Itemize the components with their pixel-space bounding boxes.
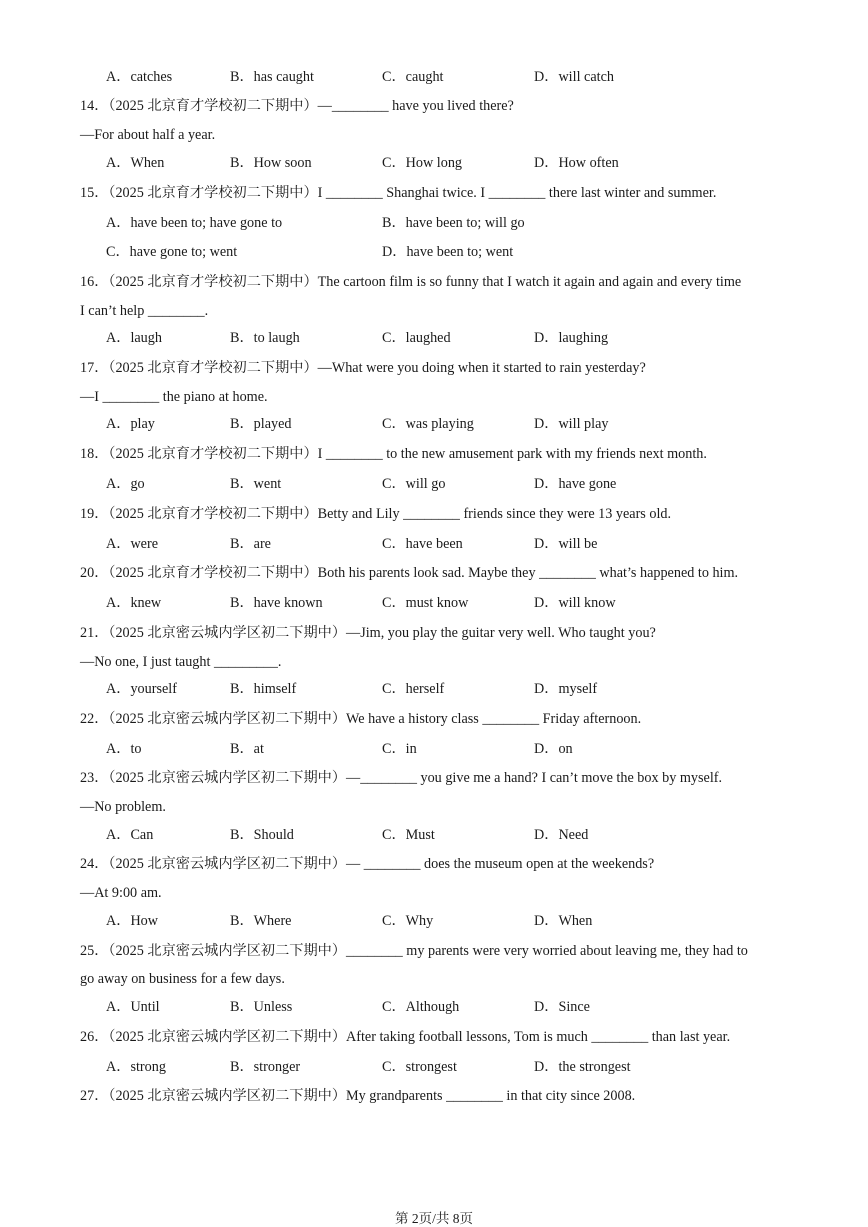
option-letter: C．	[382, 476, 406, 492]
option-text: Although	[405, 999, 460, 1015]
answer-option	[382, 740, 417, 758]
answer-option	[382, 68, 443, 86]
option-letter: D．	[534, 913, 559, 929]
answer-option	[382, 154, 462, 172]
option-text: yourself	[130, 681, 177, 697]
answer-option	[534, 680, 597, 698]
option-letter: D．	[534, 476, 559, 492]
answer-option	[106, 154, 164, 172]
option-text: to laugh	[253, 330, 300, 346]
option-text: catches	[130, 69, 173, 85]
answer-options	[0, 680, 868, 698]
option-letter: D．	[534, 827, 559, 843]
answer-option	[106, 740, 141, 758]
answer-option	[534, 998, 590, 1016]
answer-option	[534, 826, 588, 844]
option-letter: C．	[382, 1059, 406, 1075]
question-stem: 25．（2025 北京密云城内学区初二下期中）________ my parents were very worried about leaving me, they had to	[80, 943, 748, 959]
answer-options	[0, 415, 868, 433]
option-text: went	[253, 476, 282, 492]
option-text: go	[130, 476, 145, 492]
option-text: play	[130, 416, 155, 432]
answer-option	[230, 912, 291, 930]
option-letter: A．	[106, 155, 131, 171]
answer-option	[230, 998, 292, 1016]
option-text: was playing	[405, 416, 474, 432]
answer-options	[0, 912, 868, 930]
answer-options	[0, 535, 868, 553]
option-text: has caught	[253, 69, 314, 85]
option-letter: C．	[382, 999, 406, 1015]
answer-option	[534, 1058, 631, 1076]
answer-option	[534, 415, 608, 433]
option-text: were	[130, 536, 159, 552]
question-stem: 23．（2025 北京密云城内学区初二下期中）—________ you give me a hand? I can’t move the box by myself.	[80, 770, 723, 786]
answer-option	[230, 154, 312, 172]
question-text-line: —At 9:00 am.	[80, 885, 162, 901]
option-letter: C．	[382, 536, 406, 552]
option-text: How	[130, 913, 159, 929]
answer-option	[534, 329, 608, 347]
option-letter: D．	[534, 999, 559, 1015]
option-letter: A．	[106, 741, 131, 757]
option-text: Unless	[253, 999, 293, 1015]
option-text: laughing	[558, 330, 609, 346]
answer-option	[534, 154, 619, 172]
option-letter: A．	[106, 476, 131, 492]
question-stem: 18．（2025 北京育才学校初二下期中）I ________ to the new amusement park with my friends next month.	[80, 446, 707, 462]
answer-option	[534, 594, 616, 612]
option-letter: C．	[382, 155, 406, 171]
option-text: strongest	[405, 1059, 457, 1075]
answer-option	[382, 594, 468, 612]
answer-options	[0, 154, 868, 172]
page-footer: 第 2页/共 8页	[394, 1211, 473, 1226]
answer-options	[0, 243, 868, 261]
answer-option	[382, 243, 513, 261]
option-text: When	[130, 155, 165, 171]
option-text: How often	[558, 155, 619, 171]
answer-option	[106, 680, 177, 698]
option-letter: A．	[106, 681, 131, 697]
answer-options	[0, 594, 868, 612]
option-text: How soon	[253, 155, 312, 171]
answer-option	[106, 535, 158, 553]
option-text: have been to; have gone to	[130, 215, 283, 231]
question-stem: 15．（2025 北京育才学校初二下期中）I ________ Shanghai twice. I ________ there last winter and summer.	[80, 185, 717, 201]
option-text: Until	[130, 999, 160, 1015]
question-stem: 22．（2025 北京密云城内学区初二下期中）We have a history class ________ Friday afternoon.	[80, 711, 642, 727]
option-text: have gone	[558, 476, 617, 492]
answer-option	[382, 535, 463, 553]
option-letter: D．	[382, 244, 407, 260]
answer-option	[382, 475, 445, 493]
answer-option	[106, 329, 162, 347]
answer-option	[382, 1058, 457, 1076]
answer-option	[534, 68, 614, 86]
option-text: the strongest	[558, 1059, 631, 1075]
question-stem: 26．（2025 北京密云城内学区初二下期中）After taking football lessons, Tom is much ________ than last year.	[80, 1029, 731, 1045]
question-stem: 16．（2025 北京育才学校初二下期中）The cartoon film is so funny that I watch it again and again and every time	[80, 274, 742, 290]
answer-option	[230, 329, 300, 347]
option-letter: C．	[106, 244, 130, 260]
answer-option	[106, 214, 282, 232]
answer-option	[106, 998, 160, 1016]
option-letter: A．	[106, 595, 131, 611]
option-letter: D．	[534, 69, 559, 85]
answer-option	[382, 329, 451, 347]
option-letter: D．	[534, 1059, 559, 1075]
option-letter: D．	[534, 681, 559, 697]
option-text: laughed	[405, 330, 451, 346]
option-letter: A．	[106, 69, 131, 85]
option-letter: D．	[534, 536, 559, 552]
option-text: Must	[405, 827, 435, 843]
option-text: have been	[405, 536, 463, 552]
answer-option	[106, 243, 237, 261]
answer-options	[0, 998, 868, 1016]
option-text: strong	[130, 1059, 166, 1075]
option-letter: B．	[230, 1059, 254, 1075]
answer-option	[106, 594, 161, 612]
option-text: will be	[558, 536, 598, 552]
answer-option	[230, 680, 296, 698]
option-text: knew	[130, 595, 162, 611]
question-text-line: —No one, I just taught _________.	[80, 654, 282, 670]
option-letter: C．	[382, 827, 406, 843]
option-letter: C．	[382, 595, 406, 611]
option-text: When	[558, 913, 593, 929]
option-text: played	[253, 416, 292, 432]
option-letter: C．	[382, 681, 406, 697]
option-text: Need	[558, 827, 589, 843]
option-letter: B．	[230, 681, 254, 697]
answer-options	[0, 475, 868, 493]
option-letter: B．	[230, 330, 254, 346]
question-stem: 14．（2025 北京育才学校初二下期中）—________ have you lived there?	[80, 98, 514, 114]
option-letter: B．	[230, 595, 254, 611]
answer-option	[230, 475, 281, 493]
answer-options	[0, 68, 868, 86]
option-text: caught	[405, 69, 444, 85]
option-letter: A．	[106, 416, 131, 432]
option-letter: A．	[106, 215, 131, 231]
option-text: will catch	[558, 69, 614, 85]
option-text: to	[130, 741, 142, 757]
option-text: stronger	[253, 1059, 301, 1075]
answer-option	[382, 998, 459, 1016]
answer-option	[230, 594, 323, 612]
option-text: are	[253, 536, 271, 552]
option-letter: D．	[534, 330, 559, 346]
option-letter: C．	[382, 416, 406, 432]
question-stem: 17．（2025 北京育才学校初二下期中）—What were you doing when it started to rain yesterday?	[80, 360, 646, 376]
option-letter: B．	[230, 536, 254, 552]
answer-option	[534, 475, 616, 493]
option-letter: A．	[106, 999, 131, 1015]
answer-option	[106, 1058, 166, 1076]
question-text-line: go away on business for a few days.	[80, 971, 285, 987]
answer-option	[230, 68, 314, 86]
option-letter: D．	[534, 741, 559, 757]
answer-option	[382, 680, 444, 698]
question-text-line: —For about half a year.	[80, 127, 216, 143]
answer-option	[534, 535, 597, 553]
option-letter: B．	[230, 741, 254, 757]
option-text: Why	[405, 913, 434, 929]
answer-option	[382, 415, 474, 433]
answer-option	[106, 415, 155, 433]
question-text-line: —No problem.	[80, 799, 166, 815]
answer-option	[106, 826, 153, 844]
question-stem: 27．（2025 北京密云城内学区初二下期中）My grandparents ________ in that city since 2008.	[80, 1088, 636, 1104]
option-text: myself	[558, 681, 598, 697]
option-text: Where	[253, 913, 292, 929]
answer-options	[0, 1058, 868, 1076]
option-text: must know	[405, 595, 469, 611]
option-letter: B．	[230, 999, 254, 1015]
option-letter: A．	[106, 1059, 131, 1075]
option-letter: C．	[382, 741, 406, 757]
option-letter: A．	[106, 536, 131, 552]
option-text: herself	[405, 681, 445, 697]
question-text-line: —I ________ the piano at home.	[80, 389, 268, 405]
answer-option	[106, 912, 158, 930]
option-text: Since	[558, 999, 590, 1015]
option-letter: C．	[382, 330, 406, 346]
option-text: in	[405, 741, 417, 757]
option-letter: B．	[230, 913, 254, 929]
option-text: have been to; went	[406, 244, 514, 260]
answer-option	[230, 740, 264, 758]
option-letter: D．	[534, 155, 559, 171]
option-letter: B．	[230, 827, 254, 843]
option-text: Can	[130, 827, 154, 843]
option-letter: D．	[534, 416, 559, 432]
answer-option	[230, 415, 291, 433]
option-text: have known	[253, 595, 323, 611]
option-text: will play	[558, 416, 609, 432]
option-letter: D．	[534, 595, 559, 611]
option-letter: A．	[106, 913, 131, 929]
option-letter: C．	[382, 69, 406, 85]
answer-option	[382, 826, 435, 844]
answer-option	[230, 1058, 300, 1076]
answer-option	[230, 535, 271, 553]
answer-option	[382, 214, 525, 232]
option-letter: B．	[230, 416, 254, 432]
option-letter: A．	[106, 330, 131, 346]
answer-option	[106, 475, 145, 493]
option-text: laugh	[130, 330, 162, 346]
option-letter: B．	[230, 69, 254, 85]
answer-options	[0, 214, 868, 232]
option-letter: A．	[106, 827, 131, 843]
answer-option	[534, 912, 592, 930]
question-stem: 21．（2025 北京密云城内学区初二下期中）—Jim, you play the guitar very well. Who taught you?	[80, 625, 656, 641]
answer-option	[106, 68, 172, 86]
answer-options	[0, 826, 868, 844]
option-text: How long	[405, 155, 463, 171]
option-text: will go	[405, 476, 446, 492]
option-text: have been to; will go	[405, 215, 525, 231]
answer-option	[230, 826, 294, 844]
answer-options	[0, 329, 868, 347]
option-text: at	[253, 741, 264, 757]
option-text: have gone to; went	[129, 244, 238, 260]
question-stem: 24．（2025 北京密云城内学区初二下期中）— ________ does the museum open at the weekends?	[80, 856, 655, 872]
option-text: on	[558, 741, 573, 757]
option-text: will know	[558, 595, 616, 611]
answer-option	[534, 740, 573, 758]
answer-options	[0, 740, 868, 758]
question-text-line: I can’t help ________.	[80, 303, 209, 319]
option-letter: B．	[230, 476, 254, 492]
option-letter: B．	[230, 155, 254, 171]
question-stem: 19．（2025 北京育才学校初二下期中）Betty and Lily ________ friends since they were 13 years old.	[80, 506, 672, 522]
option-text: himself	[253, 681, 297, 697]
option-text: Should	[253, 827, 294, 843]
question-stem: 20．（2025 北京育才学校初二下期中）Both his parents look sad. Maybe they ________ what’s happened to him.	[80, 565, 739, 581]
option-letter: B．	[382, 215, 406, 231]
answer-option	[382, 912, 433, 930]
option-letter: C．	[382, 913, 406, 929]
